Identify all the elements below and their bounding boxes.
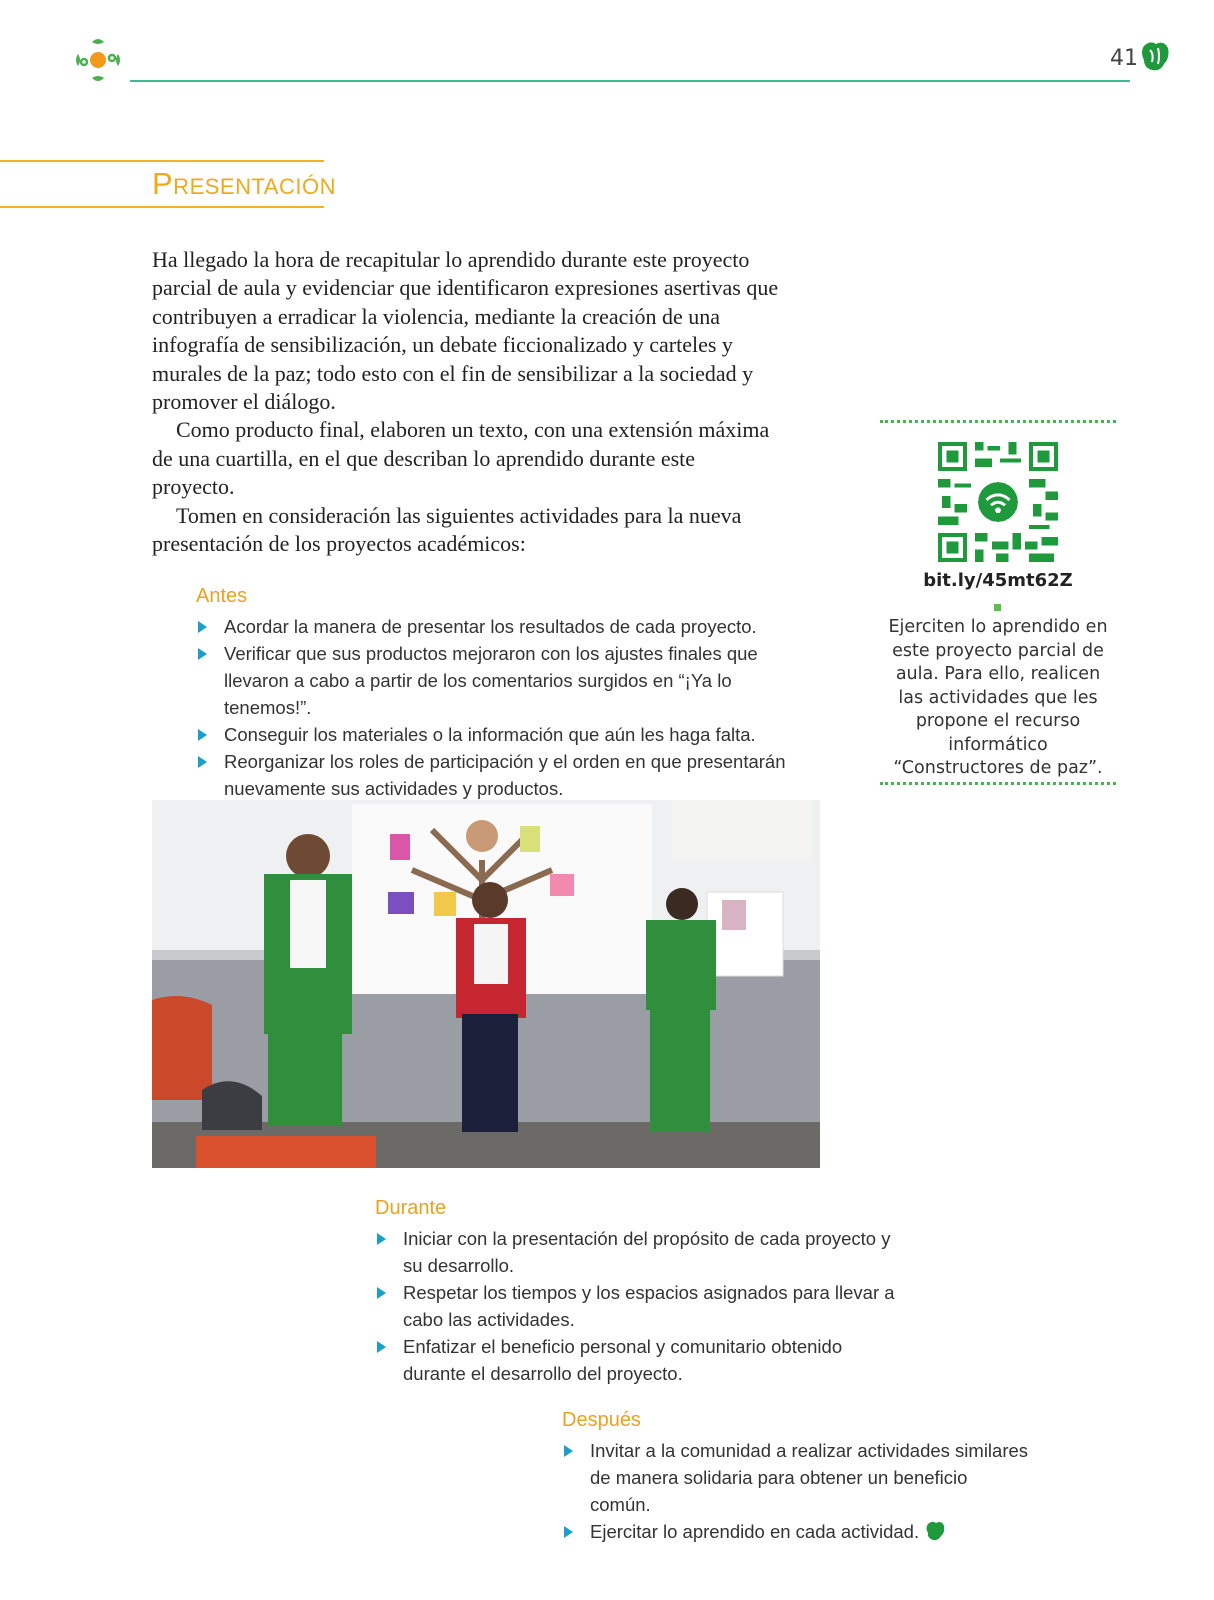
antes-section: [196, 583, 816, 802]
header-rule: [130, 80, 1130, 82]
bullet-arrow-icon: [198, 648, 207, 660]
resource-description: Ejerciten lo aprendido en este proyecto parcial de aula. Para ello, realicen las actividades que les propone el recurso informático “Constructores de paz”.: [888, 617, 1108, 778]
intro-text: [152, 246, 782, 558]
list-item: Respetar los tiempos y los espacios asignados para llevar a cabo las actividades.: [375, 1279, 895, 1333]
green-square-marker: [994, 604, 1001, 611]
list-item: Iniciar con la presentación del propósito de cada proyecto y su desarrollo.: [375, 1225, 895, 1279]
leaf-end-icon: [925, 1520, 945, 1542]
bullet-arrow-icon: [377, 1287, 386, 1299]
bullet-arrow-icon: [377, 1341, 386, 1353]
despues-title: Después: [562, 1409, 641, 1431]
resource-link[interactable]: bit.ly/45mt62Z: [923, 570, 1073, 591]
resource-sidebar: [880, 420, 1116, 786]
leaf-icon: [1140, 40, 1170, 74]
bullet-arrow-icon: [198, 729, 207, 741]
list-item: Conseguir los materiales o la información que aún les haga falta.: [196, 721, 816, 748]
despues-section: [562, 1407, 1032, 1545]
durante-title: Durante: [375, 1197, 447, 1219]
student-right: [646, 888, 716, 1132]
logo-icon: [72, 34, 124, 86]
dotted-divider-bottom: [880, 782, 1116, 785]
list-item: Acordar la manera de presentar los resultados de cada proyecto.: [196, 613, 816, 640]
dotted-divider-top: [880, 420, 1116, 423]
intro-paragraph-1: Ha llegado la hora de recapitular lo aprendido durante este proyecto parcial de aula y evidenciar que identificaron expresiones asertivas que contribuyen a erradicar la violencia, mediante la creación de una infografía de sensibilización, un debate ficcionalizado y carteles y murales de la paz; todo esto con el fin de sensibilizar a la sociedad y promover el diálogo.: [152, 247, 779, 415]
bullet-arrow-icon: [198, 621, 207, 633]
student-left: [264, 834, 352, 1126]
qr-code-icon[interactable]: [938, 442, 1058, 562]
list-item: Enfatizar el beneficio personal y comunitario obtenido durante el desarrollo del proyecto.: [375, 1333, 895, 1387]
section-title: Presentación: [152, 166, 336, 201]
durante-section: [375, 1195, 895, 1387]
intro-paragraph-2: Como producto final, elaboren un texto, con una extensión máxima de una cuartilla, en el que describan lo aprendido durante este proyecto.: [152, 417, 770, 500]
list-item: Reorganizar los roles de participación y el orden en que presentarán nuevamente sus actividades y productos.: [196, 748, 816, 802]
bullet-arrow-icon: [198, 756, 207, 768]
list-item: Invitar a la comunidad a realizar actividades similares de manera solidaria para obtener un beneficio común.: [562, 1437, 1032, 1518]
intro-paragraph-3: Tomen en consideración las siguientes actividades para la nueva presentación de los proyectos académicos:: [152, 502, 742, 557]
list-item: Verificar que sus productos mejoraron con los ajustes finales que llevaron a cabo a partir de los comentarios surgidos en “¡Ya lo tenemos!”.: [196, 640, 816, 721]
bullet-arrow-icon: [564, 1445, 573, 1457]
bullet-arrow-icon: [564, 1526, 573, 1538]
banner-rule-bottom: [0, 206, 324, 208]
students-photo: [152, 800, 820, 1168]
page-number: 41: [1110, 46, 1138, 71]
banner-rule-top: [0, 160, 324, 162]
student-center: [456, 882, 526, 1132]
bullet-arrow-icon: [377, 1233, 386, 1245]
list-item: Ejercitar lo aprendido en cada actividad.: [562, 1518, 1032, 1545]
antes-title: Antes: [196, 585, 248, 607]
